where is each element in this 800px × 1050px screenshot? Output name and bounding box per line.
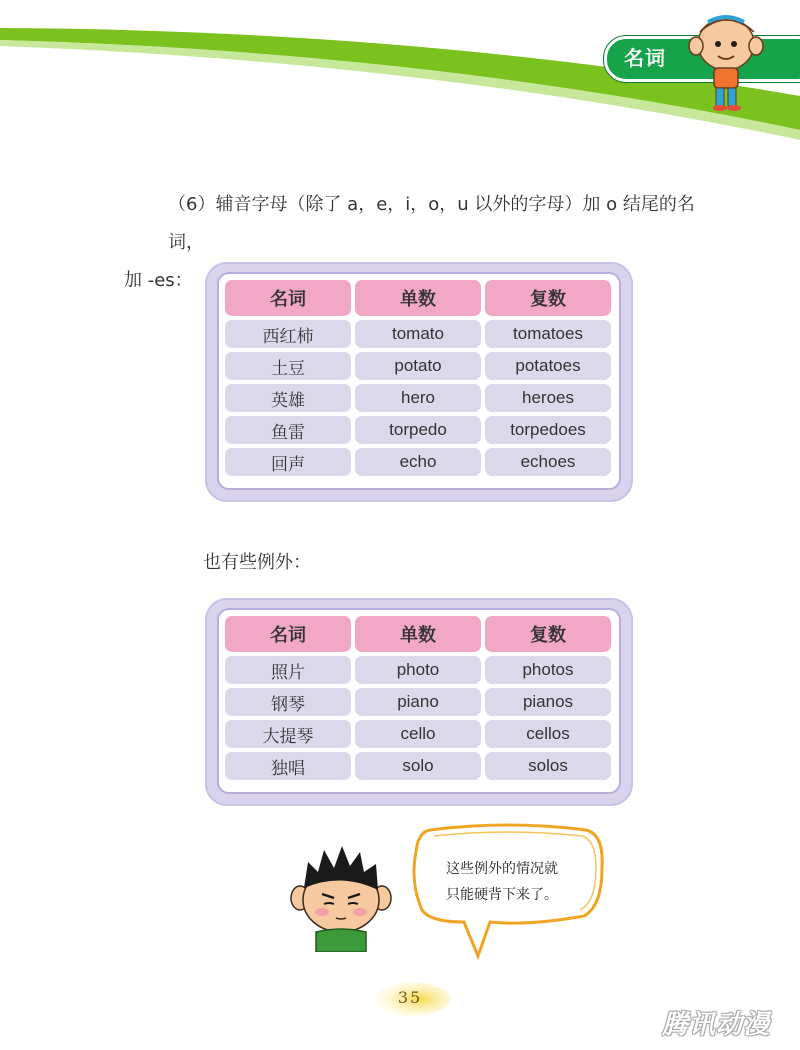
cell-noun: 照片 xyxy=(225,656,351,684)
table-row xyxy=(225,320,611,348)
cell-singular: piano xyxy=(355,688,481,716)
exception-label: 也有些例外： xyxy=(203,552,311,573)
header-noun: 名词 xyxy=(225,280,351,316)
bubble-line-1: 这些例外的情况就 xyxy=(446,861,558,877)
cell-singular: potato xyxy=(355,352,481,380)
cell-plural: solos xyxy=(485,752,611,780)
cell-plural: photos xyxy=(485,656,611,684)
table-row xyxy=(225,448,611,476)
watermark-logo: 腾讯动漫 xyxy=(662,1010,771,1040)
table-row xyxy=(225,656,611,684)
cell-noun: 钢琴 xyxy=(225,688,351,716)
header-singular: 单数 xyxy=(355,280,481,316)
table-2 xyxy=(217,608,621,794)
cell-singular: echo xyxy=(355,448,481,476)
table-row xyxy=(225,720,611,748)
rule-line-2: 加 -es： xyxy=(124,270,193,291)
chapter-label: 名词 xyxy=(624,46,666,70)
cell-noun: 鱼雷 xyxy=(225,416,351,444)
header-plural: 复数 xyxy=(485,616,611,652)
header-plural: 复数 xyxy=(485,280,611,316)
cell-noun: 英雄 xyxy=(225,384,351,412)
table-2-header-row xyxy=(225,616,611,652)
table-row xyxy=(225,384,611,412)
table-row xyxy=(225,752,611,780)
cell-singular: torpedo xyxy=(355,416,481,444)
cell-singular: hero xyxy=(355,384,481,412)
table-1-frame xyxy=(205,262,633,502)
rule-line-1: （6）辅音字母（除了 a，e，i，o，u 以外的字母）加 o 结尾的名词， xyxy=(168,194,695,253)
table-2-grid xyxy=(225,616,611,784)
table-2-frame xyxy=(205,598,633,806)
cell-plural: heroes xyxy=(485,384,611,412)
table-1 xyxy=(217,272,621,490)
page-number: 35 xyxy=(397,988,423,1007)
header-noun: 名词 xyxy=(225,616,351,652)
cell-singular: photo xyxy=(355,656,481,684)
cell-plural: tomatoes xyxy=(485,320,611,348)
cell-plural: pianos xyxy=(485,688,611,716)
cell-singular: solo xyxy=(355,752,481,780)
table-row xyxy=(225,688,611,716)
bubble-text xyxy=(446,856,586,908)
cell-singular: tomato xyxy=(355,320,481,348)
table-1-header-row xyxy=(225,280,611,316)
cell-plural: echoes xyxy=(485,448,611,476)
boy-illustration xyxy=(286,842,396,952)
cell-plural: torpedoes xyxy=(485,416,611,444)
cell-noun: 西红柿 xyxy=(225,320,351,348)
cell-noun: 土豆 xyxy=(225,352,351,380)
cell-plural: potatoes xyxy=(485,352,611,380)
table-row xyxy=(225,416,611,444)
header-singular: 单数 xyxy=(355,616,481,652)
bubble-line-2: 只能硬背下来了。 xyxy=(446,887,558,903)
cell-noun: 大提琴 xyxy=(225,720,351,748)
cell-singular: cello xyxy=(355,720,481,748)
table-row xyxy=(225,352,611,380)
cell-plural: cellos xyxy=(485,720,611,748)
table-1-grid xyxy=(225,280,611,480)
cell-noun: 独唱 xyxy=(225,752,351,780)
mascot-top-illustration xyxy=(682,8,772,114)
cell-noun: 回声 xyxy=(225,448,351,476)
